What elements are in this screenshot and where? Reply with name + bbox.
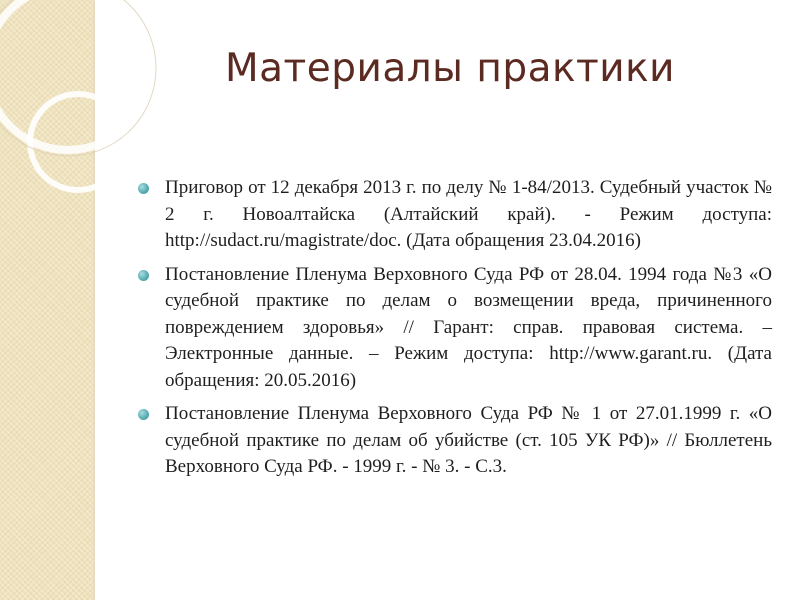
bullet-list (132, 175, 772, 488)
bullet-dot-icon (138, 270, 149, 281)
bullet-dot-icon (138, 409, 149, 420)
band-edge-line (93, 0, 95, 600)
list-item (132, 401, 772, 481)
list-item (132, 262, 772, 395)
list-item-text: Постановление Пленума Верховного Суда РФ от 28.04. 1994 года №3 «О судебной практике по делам о возмещении вреда, причиненного повреждением здоровья» // Гарант: справ. правовая система. – Электронные данные. – Режим доступа: http://www.garant.ru. (Дата обращения: 20.05.2016) (165, 263, 772, 391)
list-item-text: Приговор от 12 декабря 2013 г. по делу № 1-84/2013. Судебный участок № 2 г. Новоалтайска (Алтайский край). - Режим доступа: http://sudact.ru/magistrate/doc. (Дата обращения 23.04.2016) (165, 177, 772, 251)
slide-title: Материалы практики (224, 46, 676, 91)
decorative-side-band (0, 0, 93, 600)
bullet-dot-icon (138, 183, 149, 194)
list-item-text: Постановление Пленума Верховного Суда РФ № 1 от 27.01.1999 г. «О судебной практике по делам об убийстве (ст. 105 УК РФ)» // Бюллетень Верховного Суда РФ. - 1999 г. - № 3. - С.3. (165, 403, 772, 477)
list-item (132, 175, 772, 255)
